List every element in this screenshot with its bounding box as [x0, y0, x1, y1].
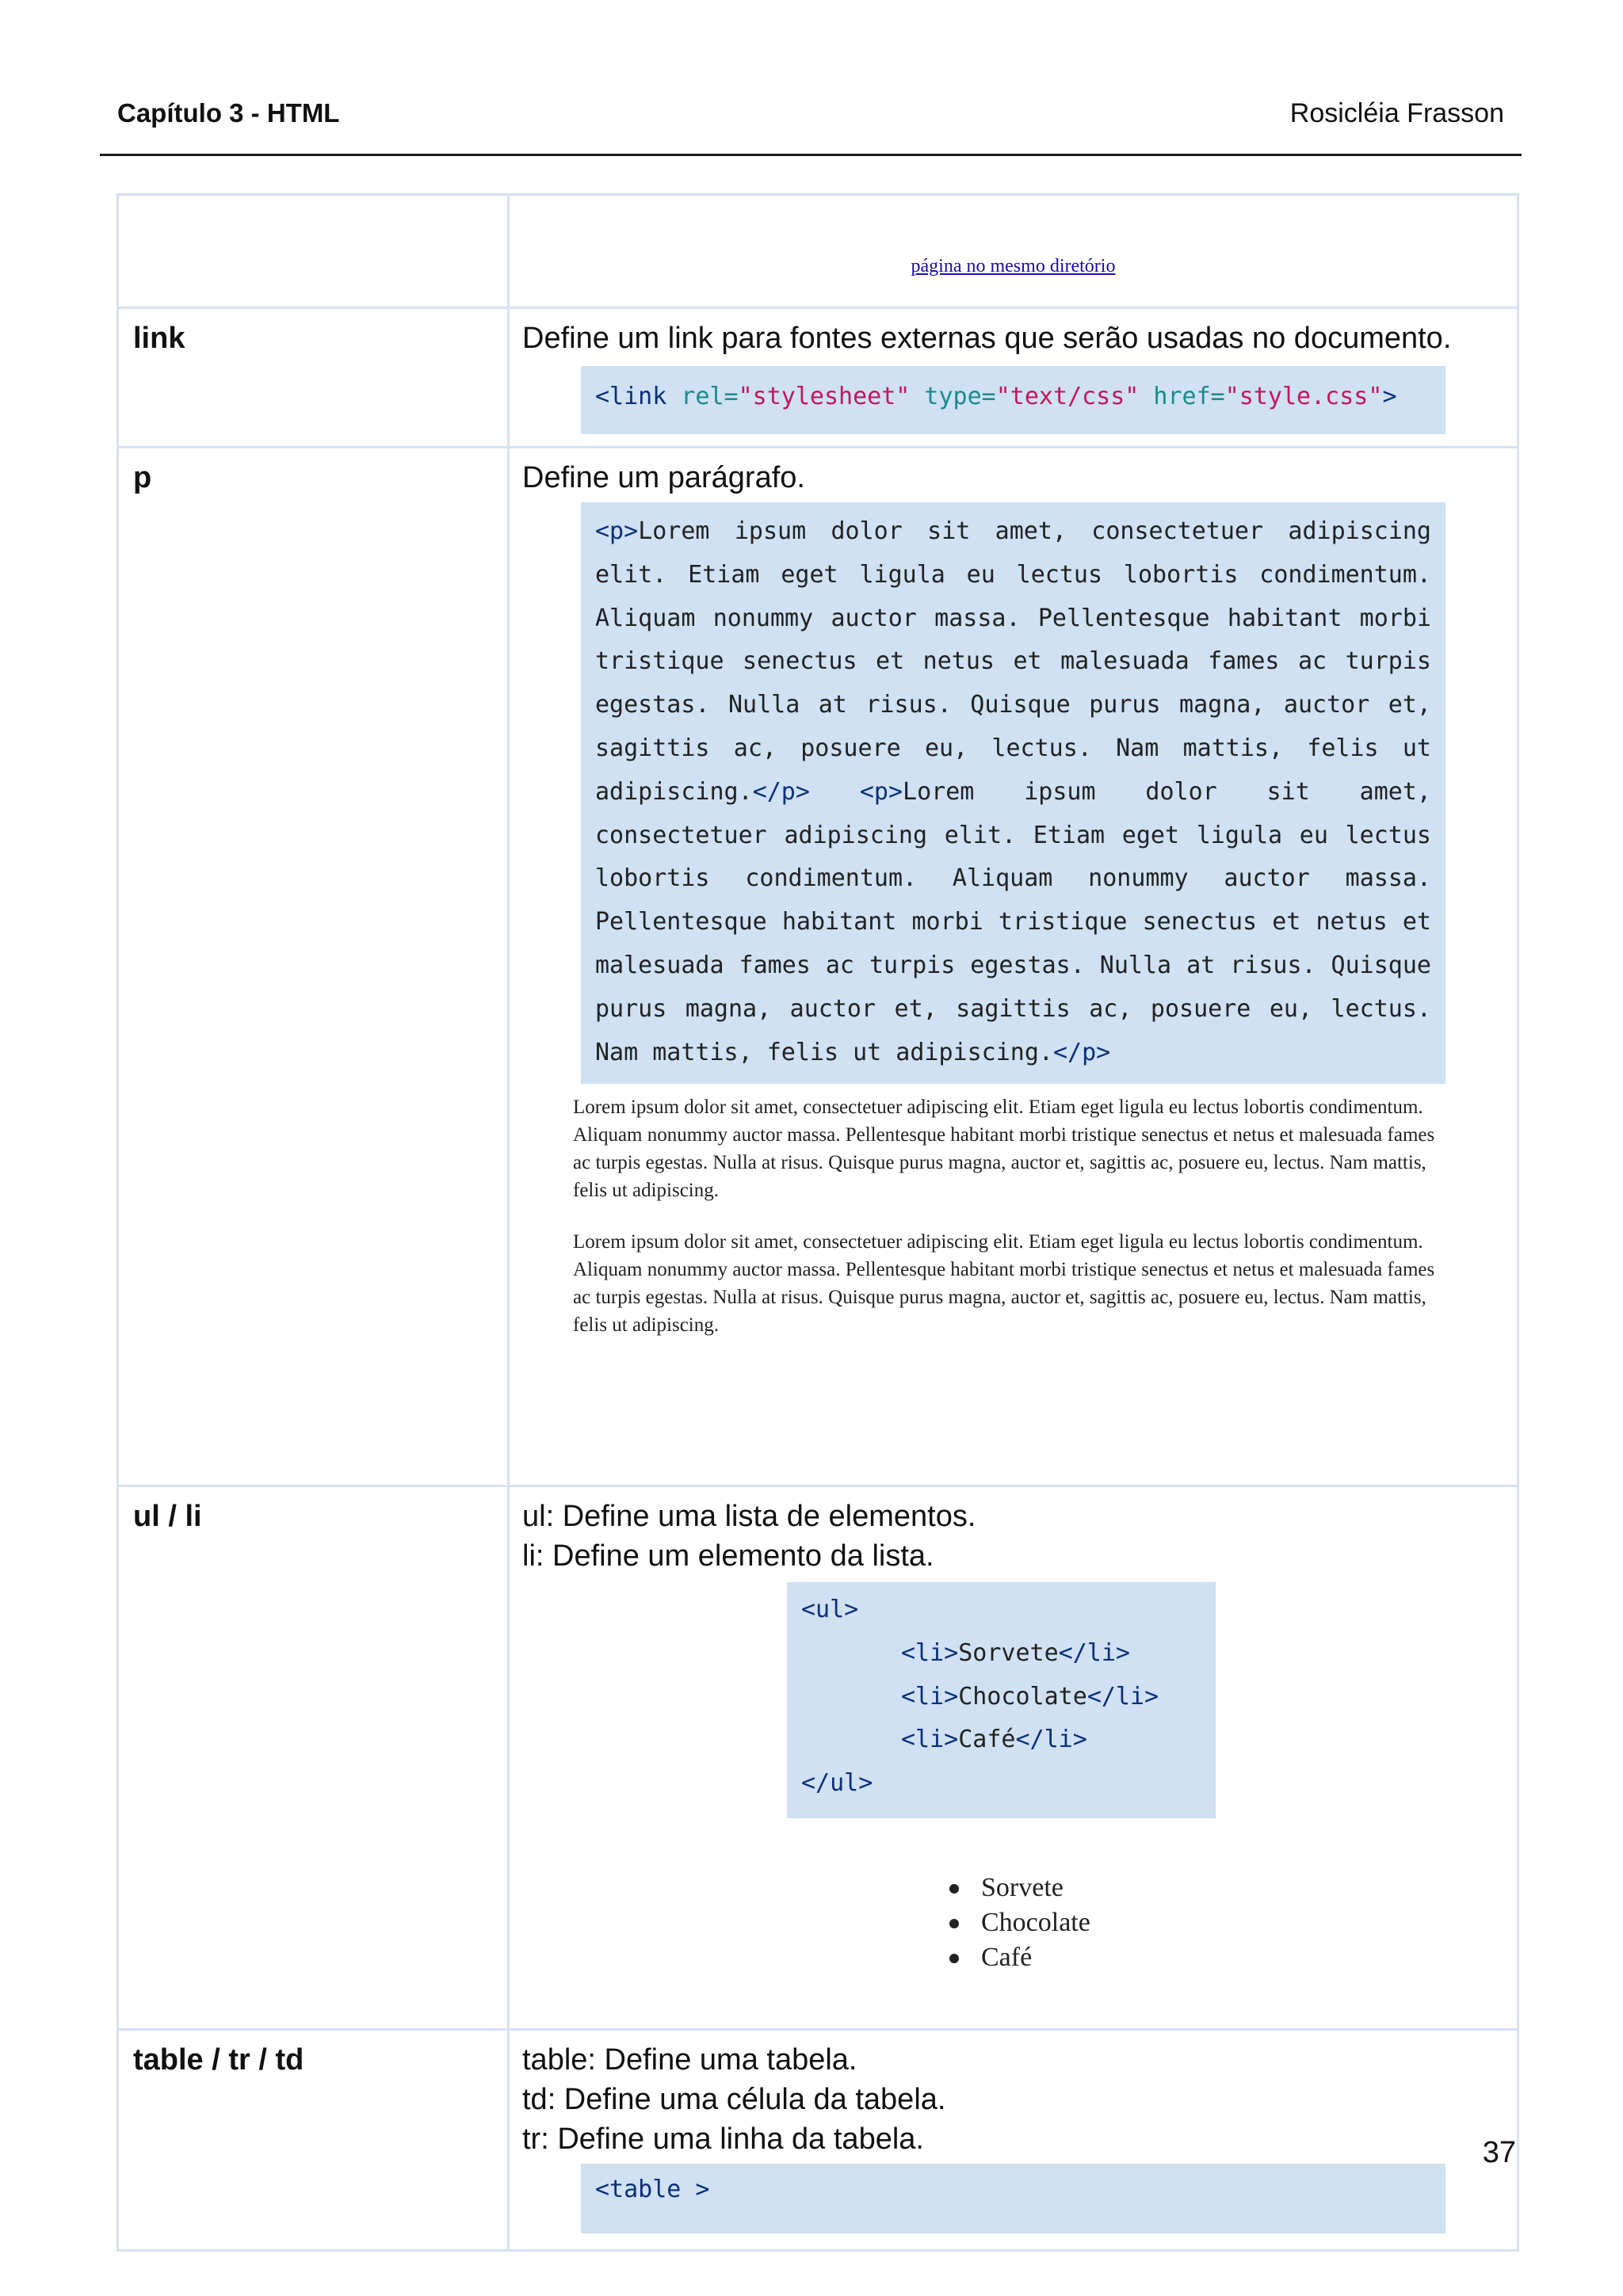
- code-p-text: Lorem ipsum dolor sit amet, consectetuer adipiscing elit. Etiam eget ligula eu lectus lobortis condimentum. Aliquam nonummy auctor massa. Pellentesque habitant morbi tristique senectus et netus et malesuada fames ac turpis egestas. Nulla at risus. Quisque purus magna, auctor et, sagittis ac, posuere eu, lectus. Nam mattis, felis ut adipiscing.: [595, 517, 1431, 806]
- tag-cell-link: [118, 308, 509, 448]
- code-li-line: [801, 1632, 1201, 1676]
- tag-name-p: p: [133, 461, 152, 494]
- code-block-ul: [787, 1582, 1216, 1818]
- code-p-close: </p>: [1052, 1038, 1111, 1066]
- description-table-line: table: Define uma tabela.: [522, 2043, 857, 2077]
- tag-cell-table: [118, 2030, 509, 2251]
- code-li-close: </li>: [1015, 1726, 1087, 1754]
- code-block-table: [581, 2164, 1445, 2233]
- rendered-paragraph-2: Lorem ipsum dolor sit amet, consectetuer adipiscing elit. Etiam eget ligula eu lectus lobortis condimentum. Aliquam nonummy auctor massa. Pellentesque habitant morbi tristique senectus et netus et malesuada fames ac turpis egestas. Nulla at risus. Quisque purus magna, auctor et, sagittis ac, posuere eu, lectus. Nam mattis, felis ut adipiscing.: [573, 1231, 1435, 1337]
- code-p-open: <p>: [595, 517, 639, 545]
- code-p-text: Lorem ipsum dolor sit amet, consectetuer adipiscing elit. Etiam eget ligula eu lectus lobortis condimentum. Aliquam nonummy auctor massa. Pellentesque habitant morbi tristique senectus et netus et malesuada fames ac turpis egestas. Nulla at risus. Quisque purus magna, auctor et, sagittis ac, posuere eu, lectus. Nam mattis, felis ut adipiscing.: [595, 777, 1431, 1066]
- description-table: [510, 2031, 1517, 2159]
- code-rel-value: "stylesheet": [738, 383, 911, 410]
- code-li-line: [801, 1676, 1201, 1719]
- rendered-list: [949, 1871, 1517, 1975]
- code-href-value: "style.css": [1224, 383, 1383, 410]
- table-row-p: [118, 448, 1518, 1486]
- code-block-link: [581, 366, 1445, 434]
- code-li-text: Chocolate: [958, 1682, 1087, 1711]
- code-li-open: <li>: [901, 1638, 959, 1667]
- code-block-p: [581, 502, 1445, 1084]
- description-cell-p: [509, 448, 1518, 1486]
- description-td-line: td: Define uma célula da tabela.: [522, 2083, 946, 2116]
- list-item: Sorvete: [949, 1871, 1517, 1905]
- code-li-open: <li>: [901, 1682, 959, 1711]
- description-cell-link: [509, 308, 1518, 448]
- table-row-link: [118, 308, 1518, 448]
- author-name: Rosicléia Frasson: [1289, 98, 1504, 128]
- code-ul-open: <ul>: [801, 1596, 859, 1623]
- rendered-paragraph-1: Lorem ipsum dolor sit amet, consectetuer adipiscing elit. Etiam eget ligula eu lectus lobortis condimentum. Aliquam nonummy auctor massa. Pellentesque habitant morbi tristique senectus et netus et malesuada fames ac turpis egestas. Nulla at risus. Quisque purus magna, auctor et, sagittis ac, posuere eu, lectus. Nam mattis, felis ut adipiscing.: [573, 1097, 1435, 1202]
- code-link-open: <link: [595, 383, 667, 410]
- code-type-attr: type=: [910, 383, 996, 410]
- description-li-line: li: Define um elemento da lista.: [522, 1539, 934, 1573]
- code-href-attr: href=: [1139, 383, 1225, 410]
- tag-name-table: table / tr / td: [133, 2043, 304, 2077]
- code-li-close: </li>: [1086, 1682, 1159, 1711]
- tag-name-link: link: [133, 322, 185, 355]
- code-p-close: </p>: [752, 777, 810, 806]
- description-ul: [510, 1487, 1517, 1576]
- page-header: [100, 87, 1522, 156]
- description-cell-anchor-demo: [509, 195, 1518, 308]
- list-item: Chocolate: [949, 1905, 1517, 1940]
- code-link-close: >: [1382, 383, 1397, 410]
- table-row-anchor-demo: [118, 195, 1518, 308]
- description-tr-line: tr: Define uma linha da tabela.: [522, 2122, 924, 2156]
- chapter-title: Capítulo 3 - HTML: [117, 98, 340, 128]
- code-li-text: Café: [958, 1726, 1016, 1754]
- page-number: 37: [1482, 2136, 1516, 2169]
- description-cell-ul: [509, 1486, 1518, 2030]
- description-cell-table: [509, 2030, 1518, 2251]
- description-p: Define um parágrafo.: [522, 461, 805, 494]
- list-item: Café: [949, 1940, 1517, 1975]
- code-li-open: <li>: [901, 1726, 959, 1754]
- code-p-open: <p>: [859, 777, 903, 806]
- table-row-ul: [118, 1486, 1518, 2030]
- tag-cell-ul: [118, 1486, 509, 2030]
- description-ul-line: ul: Define uma lista de elementos.: [522, 1500, 976, 1533]
- code-ul-close: </ul>: [801, 1769, 873, 1798]
- tag-name-ul: ul / li: [133, 1500, 202, 1533]
- rendered-paragraphs: [573, 1093, 1452, 1339]
- rendered-anchor-link[interactable]: página no mesmo diretório: [911, 256, 1116, 277]
- code-rel-attr: rel=: [666, 383, 739, 410]
- code-type-value: "text/css": [995, 383, 1140, 410]
- code-li-text: Sorvete: [958, 1638, 1059, 1667]
- description-link: Define um link para fontes externas que serão usadas no documento.: [522, 322, 1452, 355]
- code-li-line: [801, 1718, 1201, 1762]
- code-li-close: </li>: [1058, 1638, 1130, 1667]
- code-table-open: <table >: [595, 2176, 710, 2203]
- tag-reference-table: [116, 193, 1519, 2252]
- tag-cell-p: [118, 448, 509, 1486]
- table-row-table: [118, 2030, 1518, 2251]
- tag-cell-empty: [118, 195, 509, 308]
